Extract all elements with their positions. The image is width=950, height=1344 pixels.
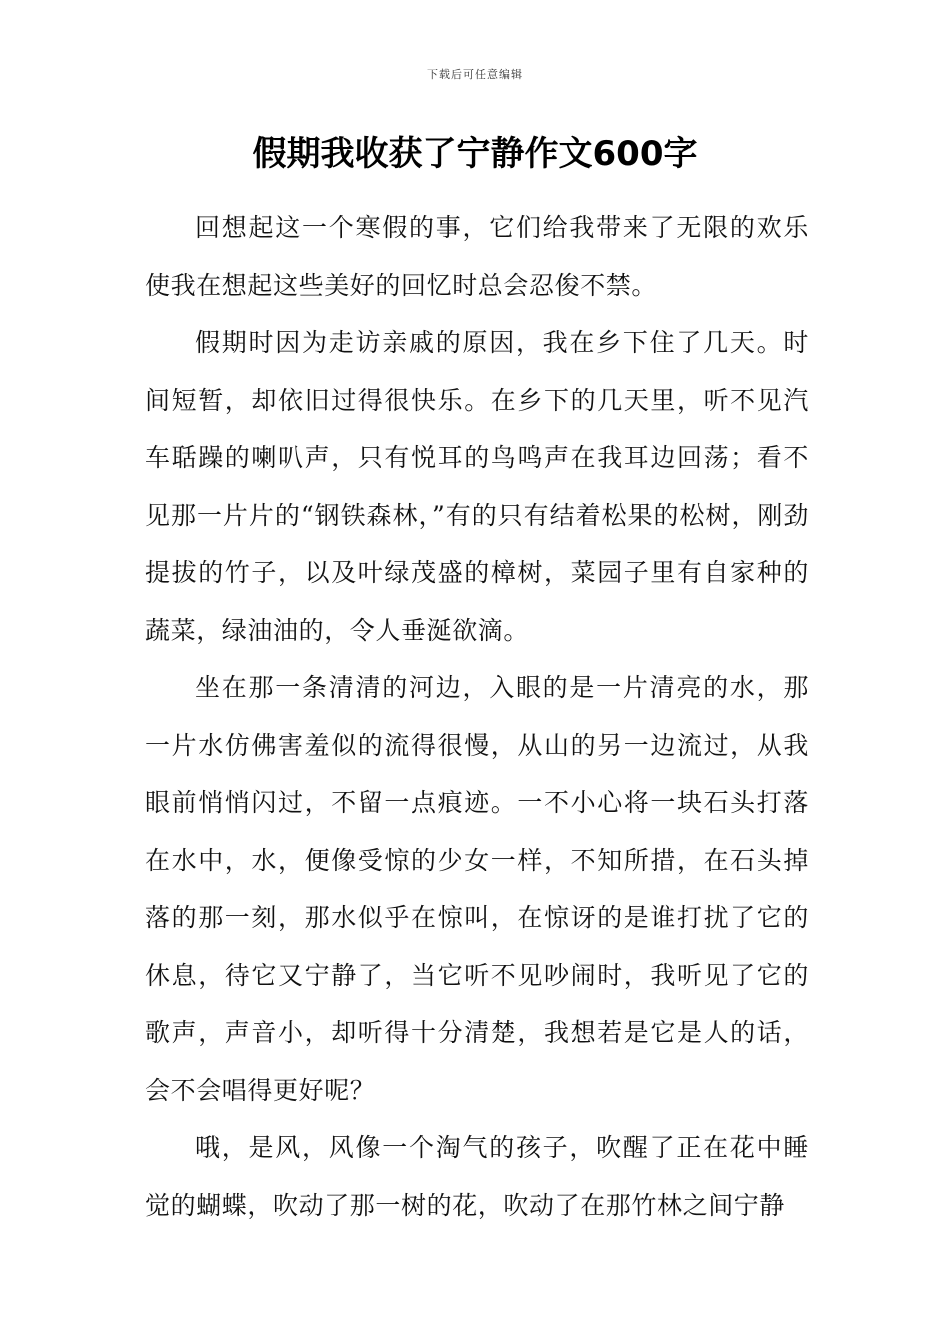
header-note: 下载后可任意编辑 — [427, 68, 523, 81]
paragraph-4: 哦，是风，风像一个淘气的孩子，吹醒了正在花中睡觉的蝴蝶，吹动了那一树的花，吹动了在那竹林之间宁静 — [145, 1133, 809, 1220]
paragraph-2: 假期时因为走访亲戚的原因，我在乡下住了几天。时间短暂，却依旧过得很快乐。在乡下的几天里，听不见汽车聒躁的喇叭声，只有悦耳的鸟鸣声在我耳边回荡；看不见那一片片的“钢铁森林，”有的只有结着松果的松树，刚劲提拔的竹子，以及叶绿茂盛的樟树，菜园子里有自家种的蔬菜，绿油油的，令人垂涎欲滴。 — [145, 328, 809, 645]
paragraph-1: 回想起这一个寒假的事，它们给我带来了无限的欢乐使我在想起这些美好的回忆时总会忍俊不禁。 — [145, 213, 809, 300]
paragraph-3: 坐在那一条清清的河边，入眼的是一片清亮的水，那一片水仿佛害羞似的流得很慢，从山的另一边流过，从我眼前悄悄闪过，不留一点痕迹。一不小心将一块石头打落在水中，水，便像受惊的少女一样，不知所措，在石头掉落的那一刻，那水似乎在惊叫，在惊讶的是谁打扰了它的休息，待它又宁静了，当它听不见吵闹时，我听见了它的歌声，声音小，却听得十分清楚，我想若是它是人的话，会不会唱得更好呢？ — [145, 673, 809, 1105]
document-title: 假期我收获了宁静作文600字 — [252, 134, 698, 174]
document-body — [145, 199, 809, 1234]
